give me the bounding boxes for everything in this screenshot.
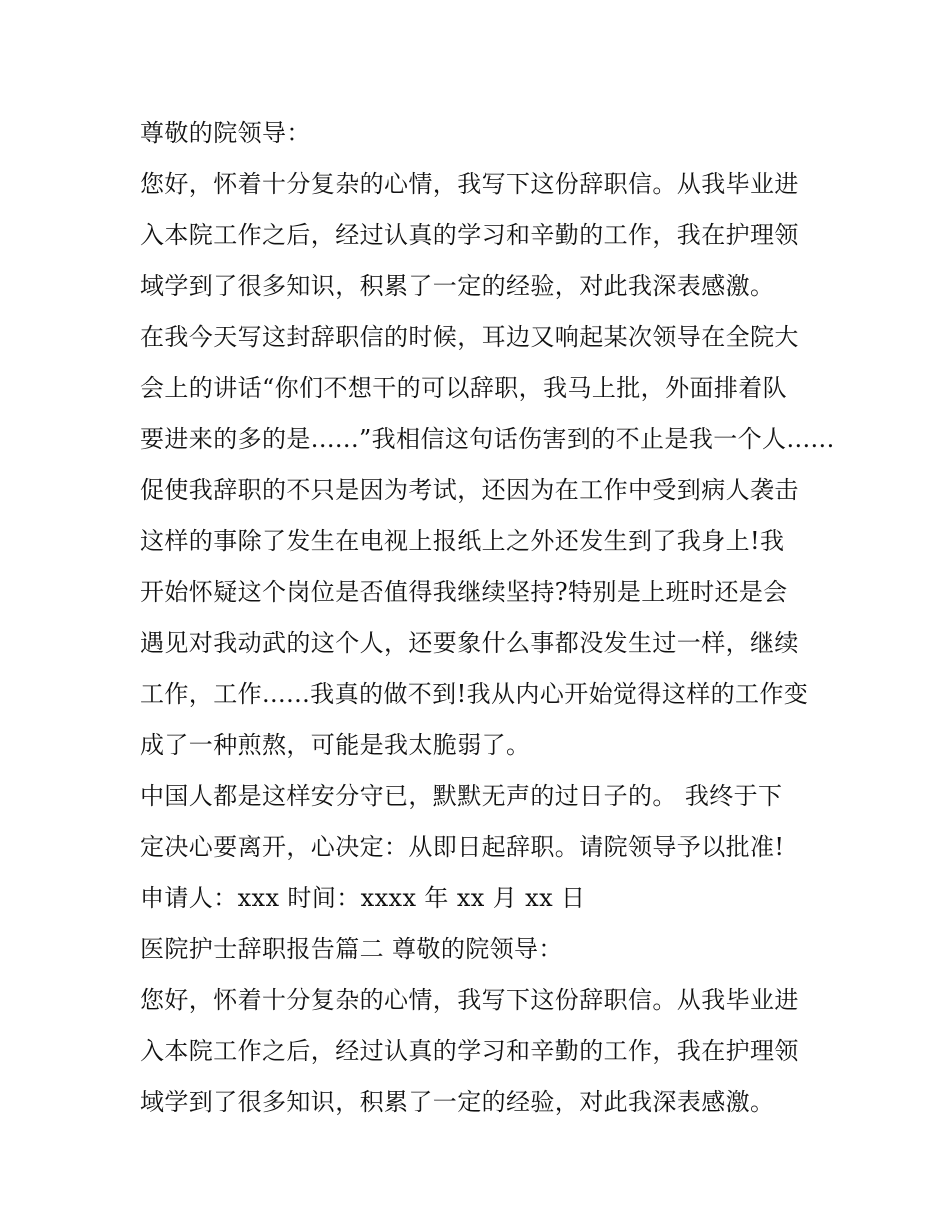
text-line: 您好，怀着十分复杂的心情，我写下这份辞职信。从我毕业进 <box>140 986 799 1014</box>
text-line: 入本院工作之后，经过认真的学习和辛勤的工作，我在护理领 <box>140 221 799 249</box>
text-line: 中国人都是这样安分守已，默默无声的过日子的。 我终于下 <box>140 782 783 810</box>
text-line: 要进来的多的是......”我相信这句话伤害到的不止是我一个人...... <box>140 425 835 453</box>
text-line: 开始怀疑这个岗位是否值得我继续坚持?特别是上班时还是会 <box>140 578 788 606</box>
text-line: 域学到了很多知识，积累了一定的经验，对此我深表感激。 <box>140 272 775 300</box>
text-line: 医院护士辞职报告篇二 尊敬的院领导： <box>140 935 563 963</box>
text-line: 工作，工作......我真的做不到!我从内心开始觉得这样的工作变 <box>140 680 809 708</box>
text-line: 域学到了很多知识，积累了一定的经验，对此我深表感激。 <box>140 1088 775 1116</box>
text-line: 会上的讲话“你们不想干的可以辞职，我马上批，外面排着队 <box>140 374 788 402</box>
text-line: 申请人：xxx 时间：xxxx 年 xx 月 xx 日 <box>140 884 586 912</box>
text-line: 促使我辞职的不只是因为考试，还因为在工作中受到病人袭击 <box>140 476 799 504</box>
text-line: 入本院工作之后，经过认真的学习和辛勤的工作，我在护理领 <box>140 1037 799 1065</box>
text-line: 尊敬的院领导： <box>140 119 311 147</box>
text-line: 遇见对我动武的这个人，还要象什么事都没发生过一样，继续 <box>140 629 799 657</box>
text-line: 成了一种煎熬，可能是我太脆弱了。 <box>140 731 531 759</box>
text-line: 定决心要离开，心决定：从即日起辞职。请院领导予以批准! <box>140 833 785 861</box>
text-line: 在我今天写这封辞职信的时候，耳边又响起某次领导在全院大 <box>140 323 799 351</box>
text-line: 这样的事除了发生在电视上报纸上之外还发生到了我身上!我 <box>140 527 785 555</box>
document-body <box>140 108 835 1128</box>
text-line: 您好，怀着十分复杂的心情，我写下这份辞职信。从我毕业进 <box>140 170 799 198</box>
